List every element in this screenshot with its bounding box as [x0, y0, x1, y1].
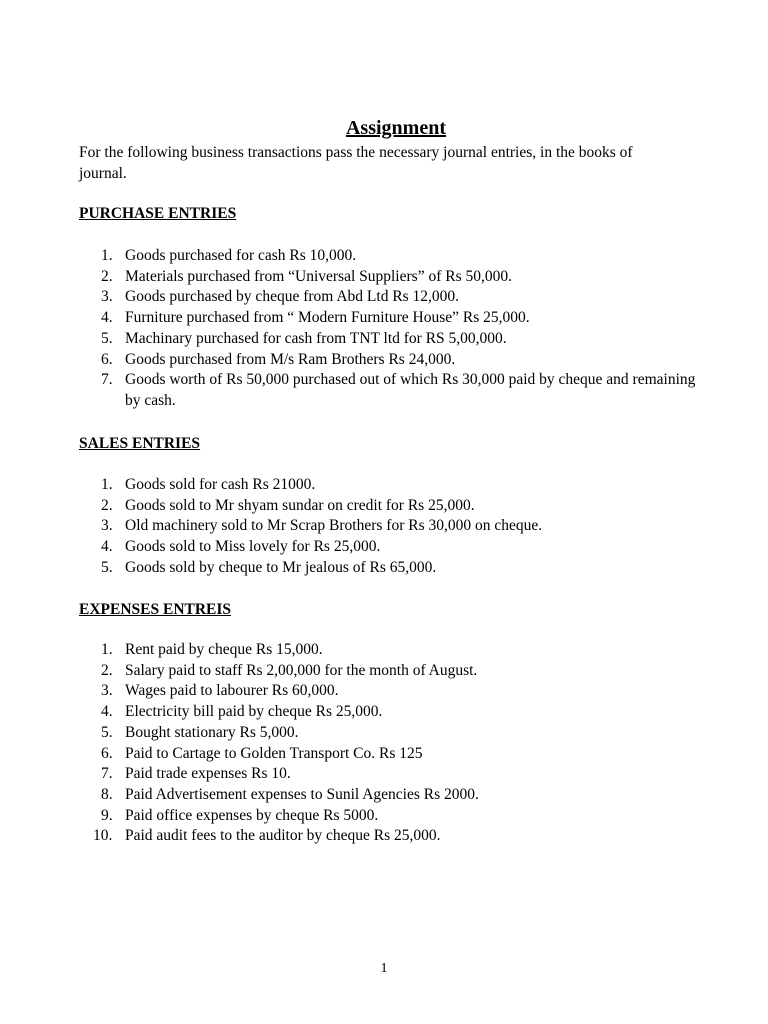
list-item — [79, 496, 699, 517]
list-item-text: Materials purchased from “Universal Suppliers” of Rs 50,000. — [125, 267, 512, 285]
list-item — [79, 723, 699, 744]
list-item — [79, 537, 699, 558]
list-item-number: 3. — [101, 517, 113, 535]
list-item-number: 7. — [101, 371, 113, 389]
list-item — [79, 681, 699, 702]
list-item-text: Bought stationary Rs 5,000. — [125, 723, 299, 741]
list-item-number: 9. — [101, 806, 113, 824]
list-item-text: Goods sold by cheque to Mr jealous of Rs 65,000. — [125, 558, 437, 576]
list-item-text: Machinary purchased for cash from TNT ltd for RS 5,00,000. — [125, 329, 507, 347]
list-item — [79, 661, 699, 682]
section-heading-purchase: PURCHASE ENTRIES — [79, 205, 237, 222]
intro-paragraph: For the following business transactions pass the necessary journal entries, in the books of journal. — [79, 144, 633, 182]
list-item-number: 4. — [101, 538, 113, 556]
sales-entries-list — [79, 475, 699, 579]
list-item-number: 2. — [101, 496, 113, 514]
list-item-text: Old machinery sold to Mr Scrap Brothers for Rs 30,000 on cheque. — [125, 517, 543, 535]
purchase-entries-list — [79, 246, 699, 412]
list-item — [79, 702, 699, 723]
page-number: 1 — [380, 961, 388, 976]
list-item-number: 1. — [101, 641, 113, 658]
list-item — [79, 246, 699, 267]
list-item — [79, 744, 699, 765]
list-item-text: Furniture purchased from “ Modern Furniture House” Rs 25,000. — [125, 309, 530, 327]
list-item-text: Goods sold for cash Rs 21000. — [125, 476, 316, 493]
list-item — [79, 516, 699, 537]
list-item-number: 2. — [101, 267, 113, 285]
list-item — [79, 806, 699, 827]
list-item-number: 5. — [101, 723, 113, 741]
list-item-text: Goods worth of Rs 50,000 purchased out of which Rs 30,000 paid by cheque and remaining by cash. — [125, 371, 696, 409]
list-item — [79, 350, 699, 371]
list-item-number: 5. — [101, 329, 113, 347]
list-item — [79, 785, 699, 806]
list-item — [79, 370, 699, 411]
list-item-number: 1. — [101, 247, 113, 264]
list-item-number: 3. — [101, 682, 113, 700]
list-item-text: Salary paid to staff Rs 2,00,000 for the month of August. — [125, 661, 478, 679]
list-item-number: 1. — [101, 476, 113, 493]
list-item-text: Paid audit fees to the auditor by cheque Rs 25,000. — [125, 827, 441, 845]
page-title: Assignment — [345, 117, 446, 139]
list-item — [79, 475, 699, 496]
list-item-text: Paid Advertisement expenses to Sunil Agencies Rs 2000. — [125, 785, 479, 803]
list-item-number: 4. — [101, 309, 113, 327]
list-item-text: Goods sold to Mr shyam sundar on credit for Rs 25,000. — [125, 496, 475, 514]
list-item — [79, 826, 699, 847]
list-item-number: 3. — [101, 288, 113, 306]
section-heading-expenses: EXPENSES ENTREIS — [79, 601, 232, 618]
list-item-text: Rent paid by cheque Rs 15,000. — [125, 641, 323, 658]
list-item-text: Electricity bill paid by cheque Rs 25,000. — [125, 703, 383, 721]
list-item — [79, 329, 699, 350]
list-item-text: Paid office expenses by cheque Rs 5000. — [125, 806, 379, 824]
section-heading-sales: SALES ENTRIES — [79, 435, 201, 452]
list-item-number: 4. — [101, 703, 113, 721]
list-item-number: 6. — [101, 744, 113, 762]
list-item-number: 10. — [93, 827, 113, 845]
list-item-number: 7. — [101, 765, 113, 783]
list-item — [79, 640, 699, 661]
list-item — [79, 287, 699, 308]
list-item-text: Goods sold to Miss lovely for Rs 25,000. — [125, 538, 381, 556]
list-item — [79, 764, 699, 785]
list-item-number: 6. — [101, 350, 113, 368]
list-item-number: 5. — [101, 558, 113, 576]
list-item-text: Goods purchased by cheque from Abd Ltd Rs 12,000. — [125, 288, 460, 306]
list-item — [79, 558, 699, 579]
list-item-text: Paid to Cartage to Golden Transport Co. Rs 125 — [125, 744, 423, 762]
list-item-text: Paid trade expenses Rs 10. — [125, 765, 291, 783]
list-item — [79, 308, 699, 329]
list-item-number: 8. — [101, 785, 113, 803]
expenses-entries-list — [79, 640, 699, 847]
list-item — [79, 267, 699, 288]
list-item-text: Goods purchased from M/s Ram Brothers Rs 24,000. — [125, 350, 456, 368]
list-item-text: Wages paid to labourer Rs 60,000. — [125, 682, 339, 700]
list-item-text: Goods purchased for cash Rs 10,000. — [125, 247, 357, 264]
list-item-number: 2. — [101, 661, 113, 679]
